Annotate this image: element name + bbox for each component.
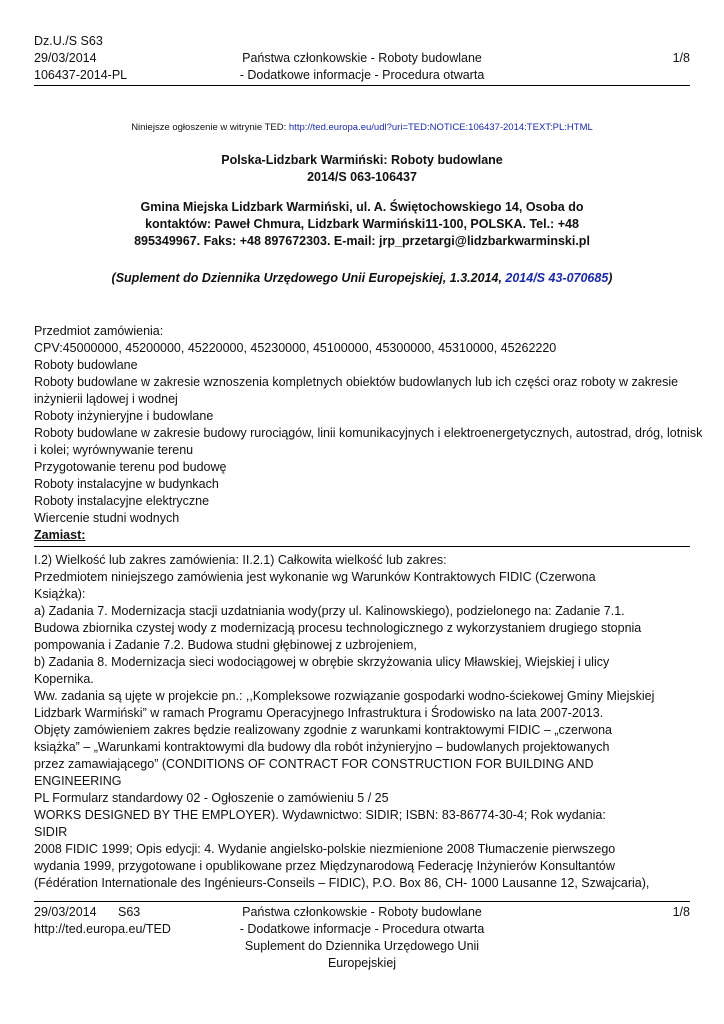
section-rule [34,546,690,547]
footer-center [214,904,510,972]
ted-notice [0,122,724,133]
footer-page-number: 1/8 [672,905,690,919]
content-line: Ww. zadania są ujęte w projekcie pn.: ,,Kompleksowe rozwiązanie gospodarki wodno-ściekowej Gminy Miejskiej [34,689,655,703]
content-line: WORKS DESIGNED BY THE EMPLOYER). Wydawnictwo: SIDIR; ISBN: 83-86774-30-4; Rok wydania: [34,808,606,822]
content-line: (Fédération Internationale des Ingénieurs-Conseils – FIDIC), P.O. Box 86, CH- 1000 Lausanne 12, Szwajcaria), [34,876,650,890]
subject-line: Roboty budowlane w zakresie budowy rurociągów, linii komunikacyjnych i elektroenergetycznych, autostrad, dróg, lotnisk [34,426,703,440]
header-rule [34,85,690,86]
header-center-line2: - Dodatkowe informacje - Procedura otwarta [239,68,485,82]
subject-line: Przygotowanie terenu pod budowę [34,460,227,474]
header-date: 29/03/2014 [34,51,97,65]
subject-section [34,323,714,544]
content-line: SIDIR [34,825,68,839]
content-line: Przedmiotem niniejszego zamówienia jest wykonanie wg Warunków Kontraktowych FIDIC (Czerwona [34,570,596,584]
content-line: ENGINEERING [34,774,122,788]
subject-line: Roboty budowlane w zakresie wznoszenia kompletnych obiektów budowlanych lub ich części oraz roboty w zakresie [34,375,679,389]
subject-line: i kolei; wyrównywanie terenu [34,443,194,457]
footer-s-number: S63 [118,905,141,919]
content-line: Książka): [34,587,86,601]
subject-line: Roboty instalacyjne w budynkach [34,477,219,491]
supplement-link[interactable]: 2014/S 43-070685 [505,271,609,285]
supplement-prefix: (Suplement do Dziennika Urzędowego Unii Europejskiej, 1.3.2014, [111,271,506,285]
instead-label: Zamiast: [34,528,86,542]
subject-line: Wiercenie studni wodnych [34,511,180,525]
content-section [34,552,684,892]
content-line: książka” – „Warunkami kontraktowymi dla budowy dla robót inżynieryjno – budowlanych projektowanych [34,740,610,754]
content-line: wydania 1999, przygotowane i opublikowane przez Międzynarodową Federację Inżynierów Konsultantów [34,859,615,873]
footer-rule [34,901,690,902]
contact-line2: kontaktów: Paweł Chmura, Lidzbark Warmiński11-100, POLSKA. Tel.: +48 [145,217,579,231]
subject-line: inżynierii lądowej i wodnej [34,392,178,406]
header-notice-id: 106437-2014-PL [34,68,128,82]
header-center-line1: Państwa członkowskie - Roboty budowlane [242,51,482,65]
ted-notice-link[interactable]: http://ted.europa.eu/udl?uri=TED:NOTICE:106437-2014:TEXT:PL:HTML [288,122,593,133]
content-line: 2008 FIDIC 1999; Opis edycji: 4. Wydanie angielsko-polskie niezmienione 2008 Tłumaczenie pierwszego [34,842,616,856]
subject-line: Roboty instalacyjne elektryczne [34,494,210,508]
footer-url: http://ted.europa.eu/TED [34,922,171,936]
content-line: Lidzbark Warmiński” w ramach Programu Operacyjnego Infrastruktura i Środowisko na lata 2007-2013. [34,706,604,720]
header-center [214,50,510,84]
supplement-suffix: ) [608,271,613,285]
footer-date: 29/03/2014 [34,905,97,919]
notice-title [34,152,690,186]
contact-line1: Gmina Miejska Lidzbark Warmiński, ul. A. Świętochowskiego 14, Osoba do [140,200,584,214]
subject-line: CPV:45000000, 45200000, 45220000, 45230000, 45100000, 45300000, 45310000, 45262220 [34,341,557,355]
content-line: b) Zadania 8. Modernizacja sieci wodociągowej w obrębie skrzyżowania ulicy Mławskiej, Wiejskiej i ulicy [34,655,610,669]
contracting-authority [130,199,594,250]
ted-notice-prefix: Niniejsze ogłoszenie w witrynie TED: [131,122,289,133]
content-line: przez zamawiającego” (CONDITIONS OF CONTRACT FOR CONSTRUCTION FOR BUILDING AND [34,757,594,771]
content-line: pompowania i Zadanie 7.2. Budowa studni głębinowej z uzbrojeniem, [34,638,417,652]
subject-line: Przedmiot zamówienia: [34,324,164,338]
subject-line: Roboty inżynieryjne i budowlane [34,409,214,423]
footer-center-line1: Państwa członkowskie - Roboty budowlane [242,905,482,919]
content-line: Objęty zamówieniem zakres będzie realizowany zgodnie z warunkami kontraktowymi FIDIC – „czerwona [34,723,613,737]
footer-center-line2: - Dodatkowe informacje - Procedura otwarta [239,922,485,936]
content-line: Kopernika. [34,672,94,686]
notice-title-line1: Polska-Lidzbark Warmiński: Roboty budowlane [221,153,503,167]
notice-title-line2: 2014/S 063-106437 [307,170,417,184]
supplement-reference [34,271,690,285]
header-left [34,33,184,84]
subject-line: Roboty budowlane [34,358,138,372]
content-line: I.2) Wielkość lub zakres zamówienia: II.2.1) Całkowita wielkość lub zakres: [34,553,447,567]
header-doc-ref: Dz.U./S S63 [34,34,103,48]
content-line: PL Formularz standardowy 02 - Ogłoszenie o zamówieniu 5 / 25 [34,791,389,805]
contact-line3: 895349967. Faks: +48 897672303. E-mail: jrp_przetargi@lidzbarkwarminski.pl [134,234,590,248]
footer-center-line3: Suplement do Dziennika Urzędowego Unii Europejskiej [244,939,480,970]
content-line: Budowa zbiornika czystej wody z modernizacją procesu technologicznego z wykorzystaniem drugiego stopnia [34,621,642,635]
content-line: a) Zadania 7. Modernizacja stacji uzdatniania wody(przy ul. Kalinowskiego), podzielonego na: Zadanie 7.1. [34,604,625,618]
header-page-number: 1/8 [672,51,690,65]
